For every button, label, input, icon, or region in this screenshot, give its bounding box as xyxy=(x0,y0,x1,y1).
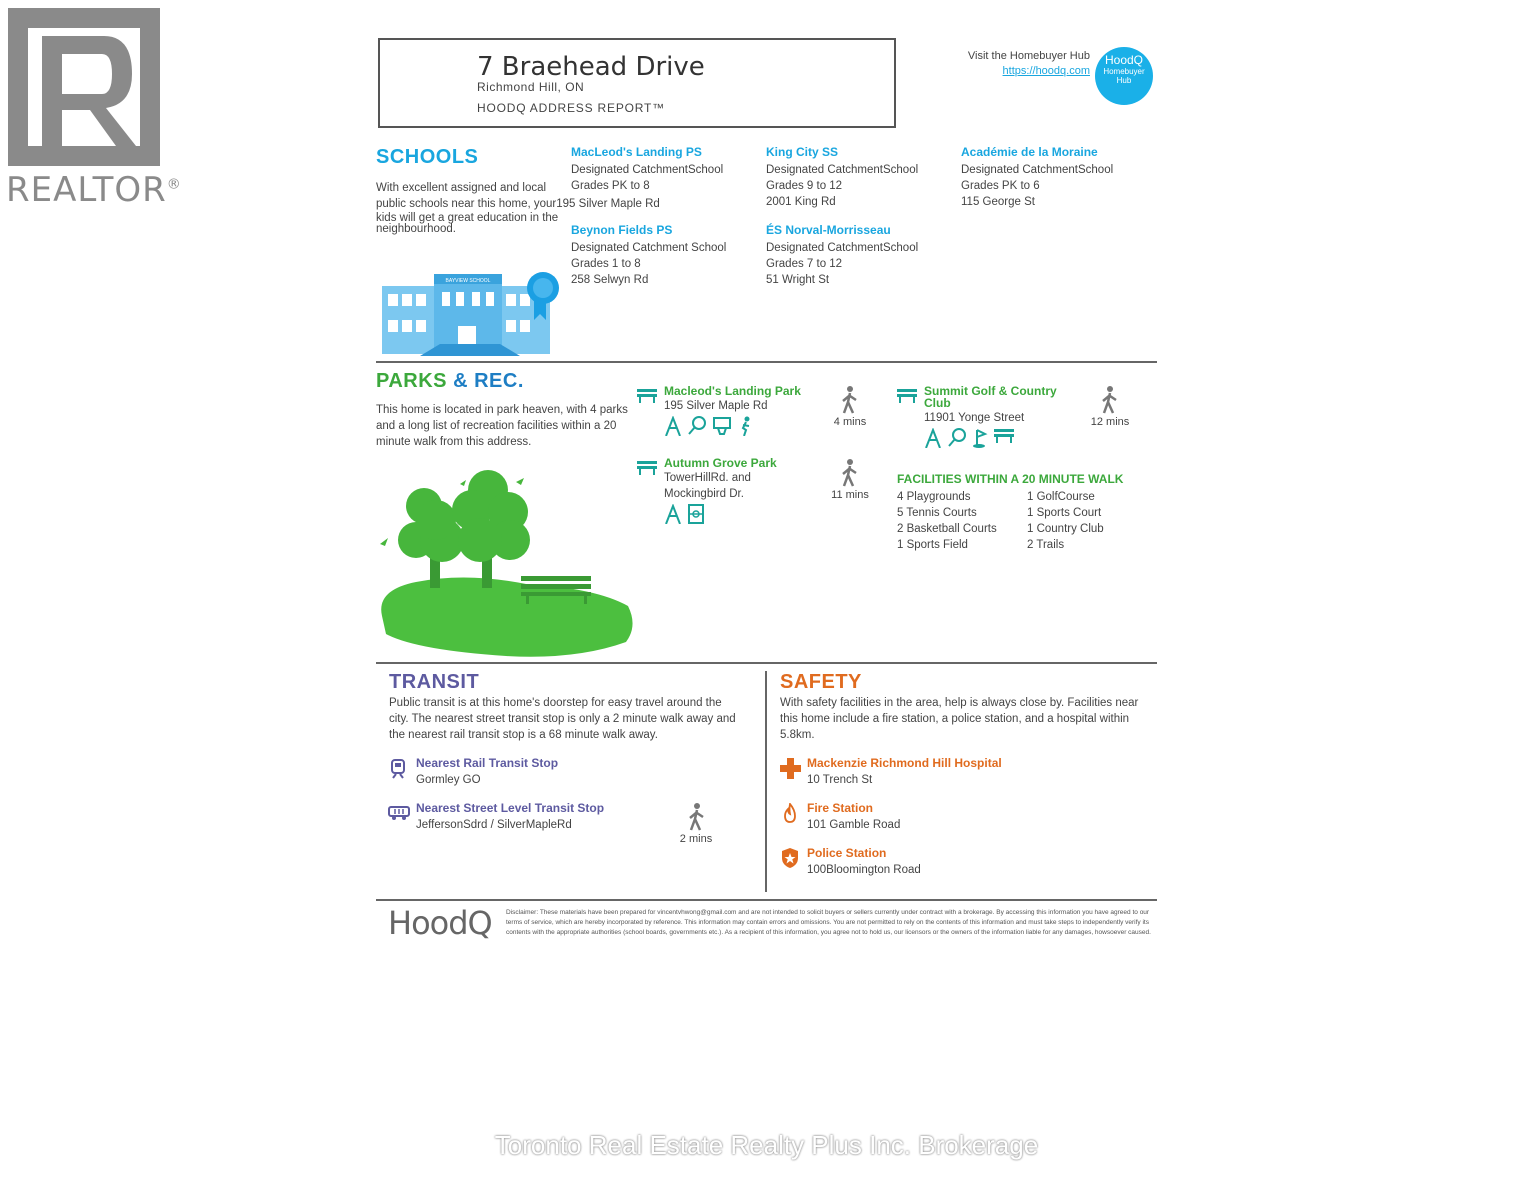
school-building-icon xyxy=(380,266,560,358)
school-name[interactable]: Académie de la Moraine xyxy=(961,145,1098,159)
walk-time: 11 mins xyxy=(831,489,869,501)
facilities-heading: FACILITIES WITHIN A 20 MINUTE WALK xyxy=(897,472,1124,486)
school-item[interactable] xyxy=(571,145,723,194)
bench-icon xyxy=(994,428,1014,444)
school-item[interactable] xyxy=(766,223,918,288)
school-type: Designated Catchment School xyxy=(571,242,727,254)
safety-address: 100Bloomington Road xyxy=(807,864,921,876)
walk-time: 12 mins xyxy=(1090,416,1130,428)
park-address: 11901 Yonge Street xyxy=(924,412,1025,424)
parks-desc-line: minute walk from this address. xyxy=(376,436,532,448)
golf-icon xyxy=(972,428,988,448)
schools-desc-line: public schools near this home, your195 Silver Maple Rd xyxy=(376,198,660,210)
park-name[interactable]: Summit Golf & Country xyxy=(924,384,1057,398)
hospital-icon xyxy=(780,758,801,779)
safety-item[interactable] xyxy=(807,846,921,878)
safety-description xyxy=(780,695,1160,743)
safety-desc-line: 5.8km. xyxy=(780,729,815,741)
realtor-r-icon xyxy=(8,8,160,166)
schools-desc-line: neighbourhood. xyxy=(376,223,456,235)
transit-description xyxy=(389,695,759,743)
school-name[interactable]: King City SS xyxy=(766,145,839,159)
realtor-logo-mark xyxy=(8,8,160,166)
basketball-icon xyxy=(712,416,732,436)
school-grades: Grades 7 to 12 xyxy=(766,258,843,270)
park-bench-icon xyxy=(897,389,917,403)
park-item[interactable] xyxy=(664,384,801,436)
brokerage-watermark: Toronto Real Estate Realty Plus Inc. Brokerage xyxy=(494,1130,1039,1160)
disclaimer-line: contents with the appropriate authorities (school boards, governments etc.). As a recipient of this information, you agree not to hold us, our licensors or the owners of the information liable for any damages, howsoever caused. xyxy=(506,929,1151,936)
hub-badge-title: HoodQ xyxy=(1104,53,1144,67)
street-transit-value: JeffersonSdrd / SilverMapleRd xyxy=(416,819,572,831)
schools-heading: SCHOOLS xyxy=(376,146,479,168)
school-address: 51 Wright St xyxy=(766,274,830,286)
schools-desc-line: With excellent assigned and local xyxy=(376,182,547,194)
park-bench-icon xyxy=(637,461,657,475)
playground-icon xyxy=(924,428,942,448)
page-title: 7 Braehead Drive xyxy=(477,52,705,82)
facility-count: 5 Tennis Courts xyxy=(897,507,977,519)
school-name[interactable]: ÉS Norval-Morrisseau xyxy=(766,223,891,237)
section-divider xyxy=(376,662,1157,664)
transit-desc-line: Public transit is at this home's doorstep for easy travel around the xyxy=(389,697,722,709)
disclaimer-text xyxy=(506,908,1161,938)
park-bench-icon xyxy=(637,389,657,403)
school-address: 115 George St xyxy=(961,196,1035,208)
hoodq-logo: HoodQ xyxy=(388,904,492,942)
column-divider xyxy=(765,671,767,892)
address-city: Richmond Hill, ON xyxy=(477,80,585,94)
park-name[interactable]: Macleod's Landing Park xyxy=(664,384,801,398)
disclaimer-line: Disclaimer: These materials have been prepared for vincentvhwong@gmail.com and are not intended to solicit buyers or sellers currently under contract with a brokerage. By accessing this information you have agreed to our xyxy=(506,909,1150,916)
school-type: Designated CatchmentSchool xyxy=(766,164,919,176)
safety-name[interactable]: Fire Station xyxy=(807,801,874,815)
realtor-logo-text: REALTOR® xyxy=(6,170,182,210)
transit-desc-line: city. The nearest street transit stop is only a 2 minute walk away and xyxy=(389,713,736,725)
hub-link[interactable]: https://hoodq.com xyxy=(1002,65,1090,77)
school-grades: Grades PK to 6 xyxy=(961,180,1040,192)
playground-icon xyxy=(664,504,682,524)
school-address: 258 Selwyn Rd xyxy=(571,274,649,286)
street-transit-item[interactable] xyxy=(416,801,604,833)
hoodq-hub-badge[interactable] xyxy=(1095,47,1153,105)
park-address: 195 Silver Maple Rd xyxy=(664,400,768,412)
school-type: Designated CatchmentSchool xyxy=(961,164,1114,176)
school-name[interactable]: MacLeod's Landing PS xyxy=(571,145,702,159)
parks-heading xyxy=(376,370,524,393)
walk-time: 4 mins xyxy=(833,416,867,428)
walking-icon xyxy=(840,386,860,414)
park-facility-icons xyxy=(664,504,777,524)
park-address: Mockingbird Dr. xyxy=(664,488,744,500)
fire-icon xyxy=(783,803,797,823)
park-address: TowerHillRd. and xyxy=(664,472,751,484)
safety-name[interactable]: Mackenzie Richmond Hill Hospital xyxy=(807,756,1002,770)
train-icon xyxy=(390,759,406,779)
safety-item[interactable] xyxy=(807,756,1002,788)
school-grades: Grades PK to 8 xyxy=(571,180,650,192)
facility-count: 4 Playgrounds xyxy=(897,491,971,503)
facility-count: 2 Trails xyxy=(1027,539,1065,551)
rail-transit-title[interactable]: Nearest Rail Transit Stop xyxy=(416,756,559,770)
park-illustration-icon xyxy=(376,466,638,660)
facility-count: 1 GolfCourse xyxy=(1027,491,1095,503)
disclaimer-line: terms of service, which are hereby incorporated by reference. This information may contain errors and omissions. You are not permitted to rely on the contents of this information and must take steps to independently verify its xyxy=(506,919,1149,926)
report-label: HOODQ ADDRESS REPORT™ xyxy=(477,101,665,115)
school-type: Designated CatchmentSchool xyxy=(766,242,919,254)
safety-address: 10 Trench St xyxy=(807,774,873,786)
facility-count: 1 Country Club xyxy=(1027,523,1104,535)
transit-heading: TRANSIT xyxy=(389,671,480,693)
school-name[interactable]: Beynon Fields PS xyxy=(571,223,673,237)
schools-desc-line: kids will get a great education in the xyxy=(376,212,559,224)
park-item[interactable] xyxy=(664,456,777,524)
safety-heading: SAFETY xyxy=(780,671,862,693)
walking-icon xyxy=(687,803,707,831)
facility-count: 2 Basketball Courts xyxy=(897,523,997,535)
school-grades: Grades 9 to 12 xyxy=(766,180,843,192)
facilities-list-right xyxy=(1027,489,1104,553)
sports-field-icon xyxy=(688,504,704,524)
homebuyer-hub-text xyxy=(900,49,1090,79)
school-address: 2001 King Rd xyxy=(766,196,836,208)
parks-heading-b: & REC. xyxy=(453,370,524,392)
walking-icon xyxy=(840,459,860,487)
facilities-list-left xyxy=(897,489,997,553)
walk-time: 2 mins xyxy=(679,833,713,845)
rail-transit-item[interactable] xyxy=(416,756,558,788)
walking-icon xyxy=(1100,386,1120,414)
school-item[interactable] xyxy=(961,145,1113,210)
park-name[interactable]: Autumn Grove Park xyxy=(664,456,777,470)
school-sign: BAYVIEW SCHOOL xyxy=(445,278,491,284)
playground-icon xyxy=(664,416,682,436)
parks-heading-a: PARKS xyxy=(376,370,448,392)
transit-desc-line: the nearest rail transit stop is a 68 minute walk away. xyxy=(389,729,658,741)
parks-desc-line: and a long list of recreation facilities within a 20 xyxy=(376,420,617,432)
parks-description xyxy=(376,402,641,450)
park-facility-icons xyxy=(664,416,801,436)
safety-desc-line: this home include a fire station, a police station, and a hospital within xyxy=(780,713,1130,725)
safety-address: 101 Gamble Road xyxy=(807,819,901,831)
rail-transit-value: Gormley GO xyxy=(416,774,481,786)
facility-count: 1 Sports Field xyxy=(897,539,968,551)
park-name-cont: Club xyxy=(924,396,951,410)
tennis-icon xyxy=(688,416,706,436)
school-grades: Grades 1 to 8 xyxy=(571,258,641,270)
park-item[interactable] xyxy=(924,384,1084,448)
hub-badge-sub: Homebuyer xyxy=(1103,67,1145,76)
section-divider xyxy=(376,361,1157,363)
school-type: Designated CatchmentSchool xyxy=(571,164,724,176)
hub-badge-sub2: Hub xyxy=(1116,76,1132,85)
street-transit-title[interactable]: Nearest Street Level Transit Stop xyxy=(416,801,605,815)
school-item[interactable] xyxy=(766,145,918,210)
facility-count: 1 Sports Court xyxy=(1027,507,1102,519)
hub-caption: Visit the Homebuyer Hub xyxy=(967,50,1090,62)
park-facility-icons xyxy=(924,428,1084,448)
safety-name[interactable]: Police Station xyxy=(807,846,887,860)
safety-desc-line: With safety facilities in the area, help is always close by. Facilities near xyxy=(780,697,1139,709)
bus-icon xyxy=(388,806,410,820)
parks-desc-line: This home is located in park heaven, with 4 parks xyxy=(376,404,628,416)
sports-icon xyxy=(738,416,752,436)
tennis-icon xyxy=(948,428,966,448)
school-item[interactable] xyxy=(571,223,726,288)
section-divider xyxy=(376,899,1157,901)
safety-item[interactable] xyxy=(807,801,900,833)
police-badge-icon xyxy=(781,847,799,869)
